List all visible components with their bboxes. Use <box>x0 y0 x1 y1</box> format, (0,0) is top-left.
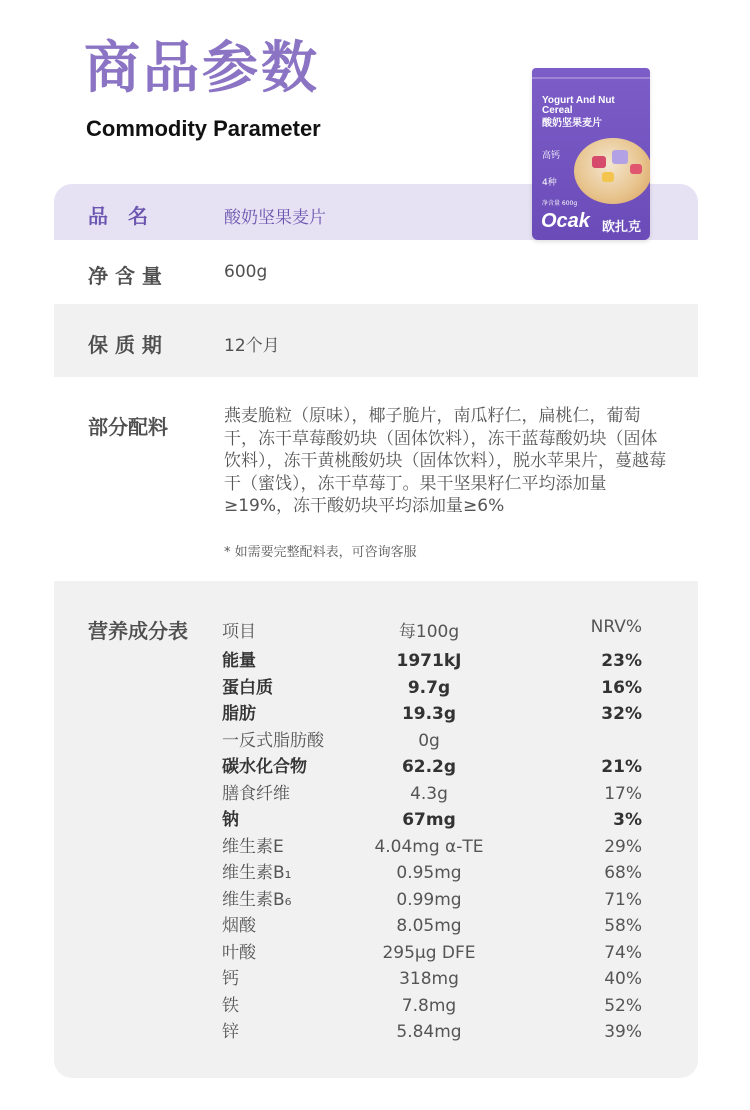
nutrition-item-value: 295μg DFE <box>382 942 476 963</box>
nutrition-item-nrv: 52% <box>604 995 642 1016</box>
nutrition-row <box>54 781 698 807</box>
nutrition-item-value: 5.84mg <box>396 1022 462 1042</box>
nutrition-item-value: 0g <box>418 730 440 751</box>
param-row-net <box>54 240 698 304</box>
page-title: 商品参数 <box>84 36 320 101</box>
nutrition-item-name: 维生素E <box>222 836 284 857</box>
nutrition-item-name: 维生素B₁ <box>222 863 292 883</box>
nutrition-item-name: 钠 <box>222 810 239 830</box>
nutrition-item-nrv: 23% <box>601 651 642 671</box>
param-label-name: 品 名 <box>88 204 148 228</box>
nutrition-item-value: 318mg <box>399 969 459 989</box>
nutrition-row <box>54 648 698 674</box>
nutrition-item-nrv: 74% <box>604 942 642 963</box>
nutrition-row <box>54 807 698 833</box>
nutrition-item-name: 烟酸 <box>222 916 256 936</box>
nutrition-row <box>54 993 698 1019</box>
param-value-name: 酸奶坚果麦片 <box>224 208 326 228</box>
nutrition-header-per100g: 每100g <box>398 622 460 642</box>
nutrition-item-name: 铁 <box>222 995 239 1016</box>
nutrition-item-nrv: 68% <box>604 863 642 883</box>
product-package-image <box>532 68 650 240</box>
nutrition-item-value: 4.04mg α-TE <box>374 836 484 857</box>
nutrition-item-value: 19.3g <box>401 704 457 724</box>
brand-logo: Ocak <box>541 210 590 232</box>
nutrition-item-value: 67mg <box>402 810 456 830</box>
nutrition-table <box>54 581 698 1078</box>
ingredients-note: * 如需要完整配料表，可咨询客服 <box>224 545 417 560</box>
package-weight: 净含量 600g <box>542 200 578 207</box>
nutrition-row <box>54 860 698 886</box>
nutrition-item-value: 7.8mg <box>401 995 457 1016</box>
nutrition-item-name: 脂肪 <box>222 704 256 724</box>
nutrition-row <box>54 754 698 780</box>
nutrition-header-nrv: NRV% <box>590 617 642 637</box>
nutrition-item-name: 叶酸 <box>222 942 256 963</box>
nutrition-item-name: 一反式脂肪酸 <box>222 730 324 751</box>
nutrition-item-nrv: 32% <box>601 704 642 724</box>
nutrition-row <box>54 913 698 939</box>
nutrition-item-nrv: 58% <box>604 916 642 936</box>
param-label-ingredients: 部分配料 <box>88 415 168 439</box>
package-tag-calcium: 高钙 <box>542 151 561 161</box>
nutrition-row <box>54 675 698 701</box>
nutrition-row <box>54 966 698 992</box>
page-subtitle: Commodity Parameter <box>86 116 321 141</box>
nutrition-item-nrv: 3% <box>613 810 642 830</box>
param-value-ingredients: 燕麦脆粒（原味），椰子脆片，南瓜籽仁，扁桃仁，葡萄干，冻干草莓酸奶块（固体饮料），冻干蓝莓酸奶块（固体饮料），冻干黄桃酸奶块（固体饮料），脱水苹果片，蔓越莓干（蜜饯），冻干草莓丁。果干坚果籽仁平均添加量≥19%，冻干酸奶块平均添加量≥6% <box>224 406 666 516</box>
nutrition-item-nrv: 16% <box>601 677 642 698</box>
param-value-shelf: 12个月 <box>224 336 280 356</box>
nutrition-row <box>54 1019 698 1045</box>
nutrition-row <box>54 728 698 754</box>
brand-logo-cn: 欧扎克 <box>602 220 642 235</box>
nutrition-item-name: 钙 <box>222 969 239 989</box>
nutrition-item-name: 膳食纤维 <box>222 783 290 804</box>
nutrition-item-value: 0.95mg <box>396 863 462 883</box>
nutrition-item-value: 9.7g <box>407 677 451 698</box>
nutrition-item-name: 蛋白质 <box>222 677 273 698</box>
nutrition-item-value: 1971kJ <box>396 651 462 671</box>
nutrition-item-nrv: 29% <box>604 836 642 857</box>
nutrition-row <box>54 940 698 966</box>
nutrition-item-nrv: 40% <box>604 969 642 989</box>
param-row-shelf <box>54 304 698 377</box>
nutrition-row <box>54 701 698 727</box>
nutrition-item-nrv: 21% <box>601 757 642 777</box>
param-label-net: 净 含 量 <box>88 264 162 288</box>
nutrition-label: 营养成分表 <box>88 619 188 643</box>
param-label-shelf: 保 质 期 <box>88 333 162 357</box>
nutrition-item-nrv: 39% <box>604 1022 642 1042</box>
param-value-net: 600g <box>224 262 268 282</box>
nutrition-item-name: 维生素B₆ <box>222 889 292 910</box>
nutrition-item-nrv: 17% <box>604 783 642 804</box>
package-en-name: Yogurt And Nut Cereal <box>542 95 615 116</box>
nutrition-item-value: 8.05mg <box>396 916 462 936</box>
package-cn-name: 酸奶坚果麦片 <box>542 118 602 129</box>
nutrition-row <box>54 887 698 913</box>
nutrition-item-value: 62.2g <box>401 757 457 777</box>
nutrition-item-name: 碳水化合物 <box>222 757 307 777</box>
package-tag-fruit: 4种 <box>542 178 557 188</box>
nutrition-item-name: 锌 <box>222 1022 239 1042</box>
nutrition-item-value: 0.99mg <box>396 889 462 910</box>
nutrition-header-item: 项目 <box>222 622 256 642</box>
nutrition-row <box>54 834 698 860</box>
nutrition-item-name: 能量 <box>222 651 256 671</box>
nutrition-item-value: 4.3g <box>410 783 448 804</box>
nutrition-item-nrv: 71% <box>604 889 642 910</box>
